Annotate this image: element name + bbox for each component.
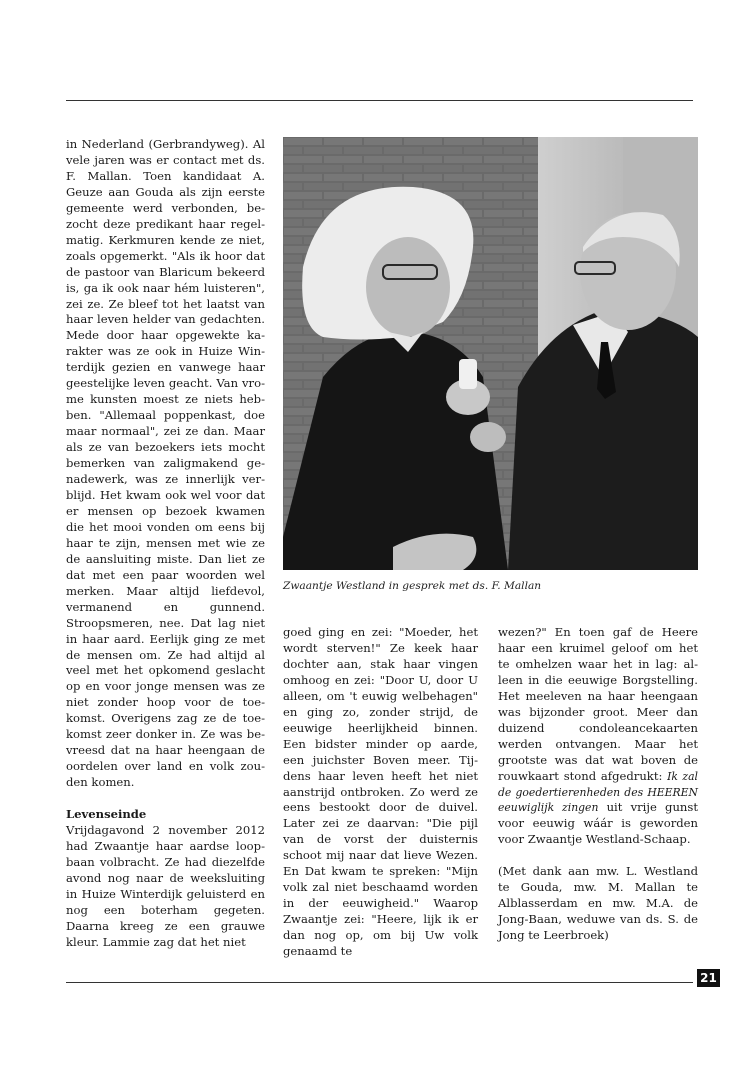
- footer-rule: [66, 982, 693, 983]
- paragraph: goed ging en zei: "Moeder, het wordt sterven!" Ze keek haar dochter aan, stak haar vingen omhoog en zei: "Door U, door U alleen, om 't euwig welbehagen" en ging zo, zonder strijd, de eeuwige heerlijkheid binnen. Een bidster minder op aarde, een juichster Boven meer. Tijdens haar leven heeft het niet aanstrijd ontbroken. Zo werd ze eens bestookt door de duivel. Later zei ze daarvan: "Die pijl van de vorst der duisternis schoot mij naar dat lieve Wezen. En Dat kwam te spreken: "Mijn volk zal niet beschaamd worden in der eeuwigheid." Waarop Zwaantje zei: "Heere, lijk ik er dan nog op, om bij Uw volk genaamd te: [283, 625, 478, 959]
- text-column-1: [66, 137, 265, 951]
- text-span: wezen?" En toen gaf de Heere haar een kruimel geloof om het te omhelzen waar het in lag: alleen in die eeuwige Borgstelling. Het meeleven na haar heengaan was bijzonder groot. Meer dan duizend condoleancekaarten werden ontvangen. Maar het grootste was dat wat boven de rouwkaart stond afgedrukt:: [498, 625, 698, 783]
- header-rule: [66, 100, 693, 101]
- text-span: uit vrije gunst voor eeuwig wáár is geworden voor Zwaantje Westland-Schaap.: [498, 800, 698, 847]
- photo: [283, 137, 698, 570]
- quoted-text: Ik zal de goedertierenheden des HEEREN eeuwiglijk zingen: [498, 769, 698, 815]
- section-heading: Levenseinde: [66, 807, 147, 822]
- paragraph: [498, 625, 698, 848]
- photo-illustration: [283, 137, 698, 570]
- photo-caption: Zwaantje Westland in gesprek met ds. F. Mallan: [283, 580, 542, 592]
- text-column-2: [283, 625, 478, 960]
- text-column-3: [498, 625, 698, 944]
- paragraph: Vrijdagavond 2 november 2012 had Zwaantje haar aardse loopbaan volbracht. Ze had diezelfde avond nog naar de weeksluiting in Huize Winterdijk geluisterd en nog een boterham gegeten. Daarna kreeg ze een grauwe kleur. Lammie zag dat het niet: [66, 822, 265, 949]
- paragraph: in Nederland (Gerbrandyweg). Al vele jaren was er contact met ds. F. Mallan. Toen kandidaat A. Geuze aan Gouda als zijn eerste gemeente werd verbonden, bezocht deze predikant haar regelmatig. Kerkmuren kende ze niet, zoals opgemerkt. "Als ik hoor dat de pastoor van Blaricum bekeerd is, ga ik ook naar hém luisteren", zei ze. Ze bleef tot het laatst van haar leven helder van gedachten. Mede door haar opgewekte karakter was ze ook in Huize Winterdijk gezien en vanwege haar geestelijke leven geacht. Van vrome kunsten moest ze niets hebben. "Allemaal poppenkast, doe maar normaal", zei ze dan. Maar als ze van bezoekers iets mocht bemerken van zaligmakend genadewerk, was ze innerlijk verblijd. Het kwam ook wel voor dat er mensen op bezoek kwamen die het mooi vonden om eens bij haar te zijn, mensen met wie ze de aansluiting miste. Dan liet ze dat met een paar woorden wel merken. Maar altijd liefdevol, vermanend en gunnend. Stroopsmeren, nee. Dat lag niet in haar aard. Eerlijk ging ze met de mensen om. Ze had altijd al veel met het opkomend geslacht op en voor jonge mensen was ze niet zonder hoop voor de toekomst. Overigens zag ze de toekomst zeer donker in. Ze was bevreesd dat na haar heengaan de oordelen over land en volk zouden komen.: [66, 137, 265, 790]
- page-number: 21: [697, 969, 720, 987]
- acknowledgement: (Met dank aan mw. L. Westland te Gouda, mw. M. Mallan te Alblasserdam en mw. M.A. de Jong-Baan, weduwe van ds. S. de Jong te Leerbroek): [498, 864, 698, 943]
